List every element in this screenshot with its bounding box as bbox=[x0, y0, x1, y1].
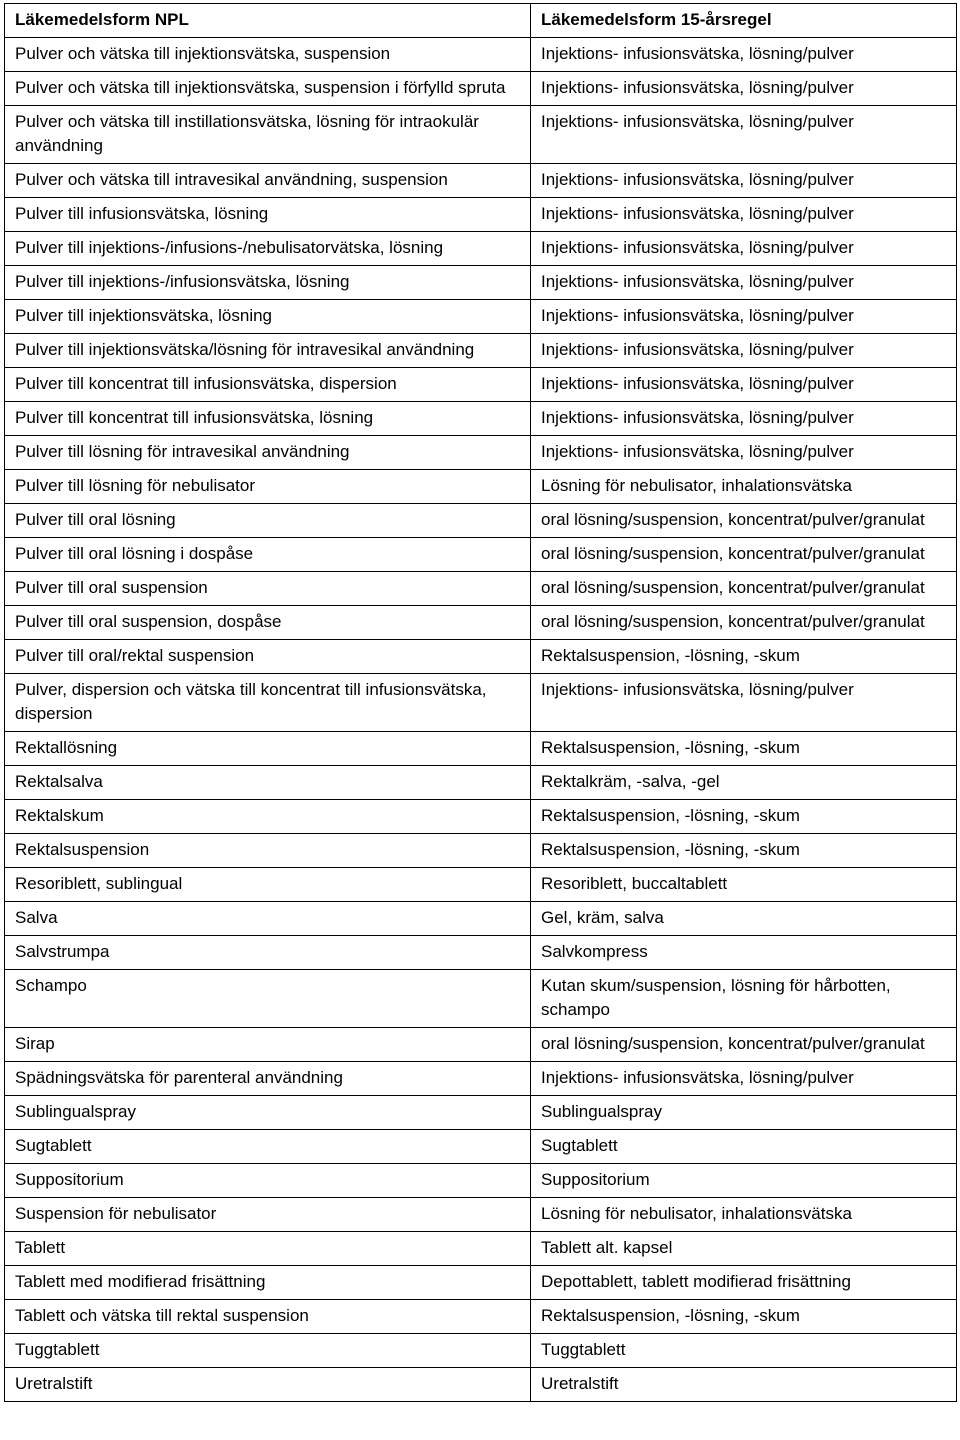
regel-form-cell: Rektalsuspension, -lösning, -skum bbox=[531, 732, 957, 766]
regel-form-cell: Resoriblett, buccaltablett bbox=[531, 868, 957, 902]
table-body bbox=[5, 38, 957, 1402]
regel-form-cell: Injektions- infusionsvätska, lösning/pulver bbox=[531, 334, 957, 368]
regel-form-cell: Injektions- infusionsvätska, lösning/pulver bbox=[531, 674, 957, 732]
npl-form-cell: Rektalsalva bbox=[5, 766, 531, 800]
table-row bbox=[5, 436, 957, 470]
regel-form-cell: oral lösning/suspension, koncentrat/pulver/granulat bbox=[531, 504, 957, 538]
npl-form-cell: Pulver till lösning för intravesikal användning bbox=[5, 436, 531, 470]
table-row bbox=[5, 198, 957, 232]
table-row bbox=[5, 1096, 957, 1130]
column-header-npl-label: Läkemedelsform NPL bbox=[15, 10, 189, 29]
npl-form-cell: Suspension för nebulisator bbox=[5, 1198, 531, 1232]
npl-form-cell: Pulver till infusionsvätska, lösning bbox=[5, 198, 531, 232]
npl-form-cell: Sirap bbox=[5, 1028, 531, 1062]
table-row bbox=[5, 572, 957, 606]
npl-form-cell: Pulver till injektions-/infusionsvätska, lösning bbox=[5, 266, 531, 300]
table-row bbox=[5, 640, 957, 674]
table-row bbox=[5, 38, 957, 72]
regel-form-cell: Injektions- infusionsvätska, lösning/pulver bbox=[531, 266, 957, 300]
regel-form-cell: Kutan skum/suspension, lösning för hårbotten, schampo bbox=[531, 970, 957, 1028]
table-row bbox=[5, 334, 957, 368]
npl-form-cell: Pulver och vätska till injektionsvätska, suspension i förfylld spruta bbox=[5, 72, 531, 106]
regel-form-cell: Injektions- infusionsvätska, lösning/pulver bbox=[531, 38, 957, 72]
regel-form-cell: Gel, kräm, salva bbox=[531, 902, 957, 936]
npl-form-cell: Tuggtablett bbox=[5, 1334, 531, 1368]
table-row bbox=[5, 1266, 957, 1300]
npl-form-cell: Pulver och vätska till instillationsvätska, lösning för intraokulär användning bbox=[5, 106, 531, 164]
regel-form-cell: Injektions- infusionsvätska, lösning/pulver bbox=[531, 402, 957, 436]
table-row bbox=[5, 1368, 957, 1402]
table-row bbox=[5, 470, 957, 504]
regel-form-cell: Tuggtablett bbox=[531, 1334, 957, 1368]
npl-form-cell: Tablett och vätska till rektal suspension bbox=[5, 1300, 531, 1334]
table-row bbox=[5, 72, 957, 106]
npl-form-cell: Pulver, dispersion och vätska till koncentrat till infusionsvätska, dispersion bbox=[5, 674, 531, 732]
npl-form-cell: Rektalskum bbox=[5, 800, 531, 834]
regel-form-cell: Lösning för nebulisator, inhalationsvätska bbox=[531, 470, 957, 504]
column-header-15-arsregel-label: Läkemedelsform 15-årsregel bbox=[541, 10, 772, 29]
npl-form-cell: Pulver och vätska till intravesikal användning, suspension bbox=[5, 164, 531, 198]
npl-form-cell: Sublingualspray bbox=[5, 1096, 531, 1130]
table-row bbox=[5, 606, 957, 640]
npl-form-cell: Tablett med modifierad frisättning bbox=[5, 1266, 531, 1300]
regel-form-cell: oral lösning/suspension, koncentrat/pulver/granulat bbox=[531, 606, 957, 640]
column-header-15-arsregel bbox=[531, 4, 957, 38]
table-row bbox=[5, 504, 957, 538]
regel-form-cell: Injektions- infusionsvätska, lösning/pulver bbox=[531, 164, 957, 198]
npl-form-cell: Pulver till oral suspension, dospåse bbox=[5, 606, 531, 640]
npl-form-cell: Pulver till lösning för nebulisator bbox=[5, 470, 531, 504]
npl-form-cell: Pulver till oral suspension bbox=[5, 572, 531, 606]
regel-form-cell: Rektalsuspension, -lösning, -skum bbox=[531, 800, 957, 834]
table-row bbox=[5, 936, 957, 970]
regel-form-cell: oral lösning/suspension, koncentrat/pulver/granulat bbox=[531, 1028, 957, 1062]
npl-form-cell: Uretralstift bbox=[5, 1368, 531, 1402]
regel-form-cell: Depottablett, tablett modifierad frisättning bbox=[531, 1266, 957, 1300]
dosage-form-table bbox=[4, 3, 957, 1402]
npl-form-cell: Tablett bbox=[5, 1232, 531, 1266]
table-row bbox=[5, 1300, 957, 1334]
npl-form-cell: Pulver till injektionsvätska/lösning för intravesikal användning bbox=[5, 334, 531, 368]
column-header-npl bbox=[5, 4, 531, 38]
table-row bbox=[5, 266, 957, 300]
npl-form-cell: Suppositorium bbox=[5, 1164, 531, 1198]
regel-form-cell: Rektalsuspension, -lösning, -skum bbox=[531, 1300, 957, 1334]
regel-form-cell: Rektalsuspension, -lösning, -skum bbox=[531, 834, 957, 868]
regel-form-cell: Tablett alt. kapsel bbox=[531, 1232, 957, 1266]
table-row bbox=[5, 1164, 957, 1198]
regel-form-cell: Salvkompress bbox=[531, 936, 957, 970]
regel-form-cell: Lösning för nebulisator, inhalationsvätska bbox=[531, 1198, 957, 1232]
regel-form-cell: Injektions- infusionsvätska, lösning/pulver bbox=[531, 232, 957, 266]
regel-form-cell: Rektalkräm, -salva, -gel bbox=[531, 766, 957, 800]
table-row bbox=[5, 834, 957, 868]
table-row bbox=[5, 300, 957, 334]
table-row bbox=[5, 368, 957, 402]
npl-form-cell: Pulver till koncentrat till infusionsvätska, lösning bbox=[5, 402, 531, 436]
npl-form-cell: Pulver till injektions-/infusions-/nebulisatorvätska, lösning bbox=[5, 232, 531, 266]
regel-form-cell: Injektions- infusionsvätska, lösning/pulver bbox=[531, 106, 957, 164]
regel-form-cell: Sublingualspray bbox=[531, 1096, 957, 1130]
regel-form-cell: Injektions- infusionsvätska, lösning/pulver bbox=[531, 198, 957, 232]
table-row bbox=[5, 970, 957, 1028]
table-row bbox=[5, 1028, 957, 1062]
table-row bbox=[5, 868, 957, 902]
regel-form-cell: Rektalsuspension, -lösning, -skum bbox=[531, 640, 957, 674]
table-row bbox=[5, 106, 957, 164]
regel-form-cell: Injektions- infusionsvätska, lösning/pulver bbox=[531, 300, 957, 334]
npl-form-cell: Spädningsvätska för parenteral användning bbox=[5, 1062, 531, 1096]
table-row bbox=[5, 1232, 957, 1266]
table-row bbox=[5, 766, 957, 800]
regel-form-cell: Injektions- infusionsvätska, lösning/pulver bbox=[531, 72, 957, 106]
table-row bbox=[5, 902, 957, 936]
table-row bbox=[5, 674, 957, 732]
table-row bbox=[5, 1198, 957, 1232]
regel-form-cell: Injektions- infusionsvätska, lösning/pulver bbox=[531, 1062, 957, 1096]
regel-form-cell: Uretralstift bbox=[531, 1368, 957, 1402]
npl-form-cell: Salva bbox=[5, 902, 531, 936]
table-row bbox=[5, 1334, 957, 1368]
regel-form-cell: Suppositorium bbox=[531, 1164, 957, 1198]
table-row bbox=[5, 800, 957, 834]
regel-form-cell: Injektions- infusionsvätska, lösning/pulver bbox=[531, 436, 957, 470]
npl-form-cell: Sugtablett bbox=[5, 1130, 531, 1164]
npl-form-cell: Rektalsuspension bbox=[5, 834, 531, 868]
regel-form-cell: oral lösning/suspension, koncentrat/pulver/granulat bbox=[531, 572, 957, 606]
npl-form-cell: Salvstrumpa bbox=[5, 936, 531, 970]
regel-form-cell: oral lösning/suspension, koncentrat/pulver/granulat bbox=[531, 538, 957, 572]
table-header-row bbox=[5, 4, 957, 38]
npl-form-cell: Pulver till koncentrat till infusionsvätska, dispersion bbox=[5, 368, 531, 402]
regel-form-cell: Injektions- infusionsvätska, lösning/pulver bbox=[531, 368, 957, 402]
table-row bbox=[5, 538, 957, 572]
npl-form-cell: Pulver till oral lösning i dospåse bbox=[5, 538, 531, 572]
npl-form-cell: Pulver till oral lösning bbox=[5, 504, 531, 538]
table-row bbox=[5, 232, 957, 266]
table-row bbox=[5, 732, 957, 766]
table-row bbox=[5, 1062, 957, 1096]
npl-form-cell: Pulver till injektionsvätska, lösning bbox=[5, 300, 531, 334]
regel-form-cell: Sugtablett bbox=[531, 1130, 957, 1164]
table-row bbox=[5, 1130, 957, 1164]
table-row bbox=[5, 164, 957, 198]
npl-form-cell: Rektallösning bbox=[5, 732, 531, 766]
table-row bbox=[5, 402, 957, 436]
npl-form-cell: Pulver till oral/rektal suspension bbox=[5, 640, 531, 674]
npl-form-cell: Schampo bbox=[5, 970, 531, 1028]
npl-form-cell: Resoriblett, sublingual bbox=[5, 868, 531, 902]
npl-form-cell: Pulver och vätska till injektionsvätska, suspension bbox=[5, 38, 531, 72]
